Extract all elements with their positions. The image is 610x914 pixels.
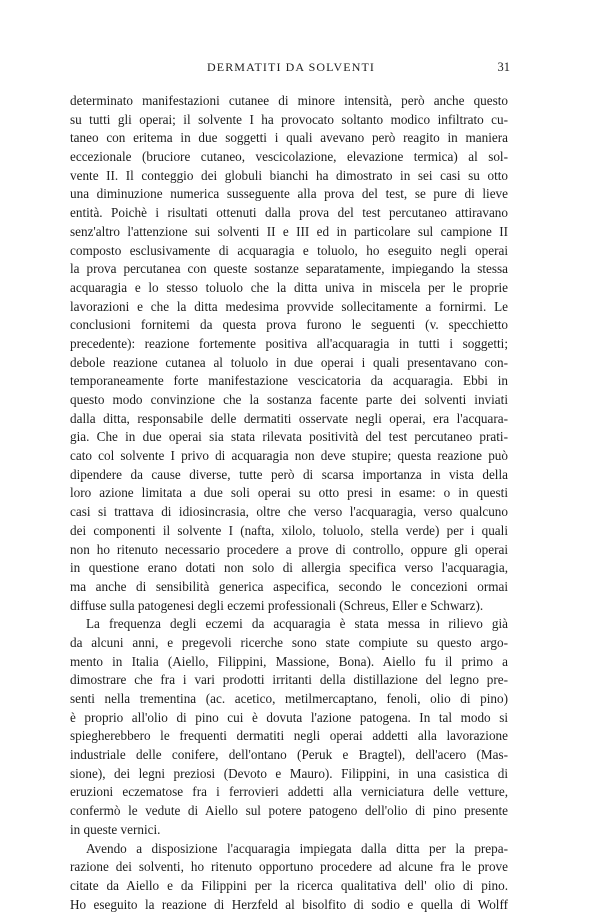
text-line: senti nella trementina (ac. acetico, metilmercaptano, fenoli, olio di pino) — [70, 691, 508, 706]
text-line: senz'altro l'attenzione sui solventi II e III ed in particolare sul campione II — [70, 223, 508, 239]
text-line: sione), dei legni preziosi (Devoto e Mauro). Filippini, in una casistica di — [70, 765, 508, 781]
text-line: dalla ditta, responsabile delle dermatiti osservate negli operai, era l'acquara- — [70, 410, 508, 426]
text-line: citate da Aiello e da Filippini per la ricerca qualitativa dell' olio di pino. — [70, 877, 508, 893]
text-line: loro azione limitata a due soli operai su otto presi in esame: o in questi — [70, 485, 508, 501]
text-line: in questione erano dotati non solo di allergia specifica verso l'acquaragia, — [70, 560, 508, 576]
text-line: una diminuzione numerica susseguente alla prova del test, se pure di lieve — [70, 186, 508, 202]
text-line: entità. Poichè i risultati ottenuti dalla prova del test percutaneo attiravano — [70, 205, 508, 221]
page-number: 31 — [497, 60, 510, 74]
text-line: debole reazione cutanea al toluolo in due operai i quali presentavano con- — [70, 354, 508, 370]
text-line: è proprio all'olio di pino cui è dovuta l'azione patogena. In tal modo si — [70, 709, 508, 725]
text-line: mento in Italia (Aiello, Filippini, Massione, Bona). Aiello fu il primo a — [70, 653, 508, 669]
text-line: non ho ritenuto necessario procedere a prove di controllo, oppure gli operai — [70, 541, 508, 557]
text-line: la prova percutanea con queste sostanze separatamente, impiegando la stessa — [70, 261, 508, 277]
text-line: vente II. Il conteggio dei globuli bianchi ha dimostrato in sei casi su otto — [70, 167, 508, 183]
text-line: ma anche di sensibilità generica aspecifica, secondo le concezioni ormai — [70, 578, 508, 594]
text-line: taneo con eritema in due soggetti i quali avevano però reagito in maniera — [70, 130, 508, 146]
text-line: da alcuni anni, e pregevoli ricerche sono state compiute su questo argo- — [70, 634, 508, 650]
text-line: gia. Che in due operai sia stata rilevata positività del test percutaneo prati- — [70, 429, 508, 445]
text-line: casi si trattava di idiosincrasia, oltre che verso l'acquaragia, verso qualcuno — [70, 504, 508, 520]
text-line: dei componenti il solvente I (nafta, xilolo, toluolo, stella verde) per i quali — [70, 522, 508, 538]
running-title: DERMATITI DA SOLVENTI — [207, 60, 375, 74]
text-line: temporaneamente forte manifestazione vescicatoria da acquaragia. Ebbi in — [70, 373, 508, 389]
text-line: spiegherebbero le frequenti dermatiti negli operai addetti alla lavorazione — [70, 728, 508, 744]
text-line: cato col solvente I privo di acquaragia non deve stupire; questa reazione può — [70, 448, 508, 464]
text-line: su tutti gli operai; il solvente I ha provocato soltanto modico infiltrato cu- — [70, 111, 508, 127]
text-line: Avendo a disposizione l'acquaragia impiegata dalla ditta per la prepa- — [86, 840, 508, 856]
text-line: precedente): reazione fortemente positiva all'acquaragia in tutti i soggetti; — [70, 335, 508, 351]
text-line: dipendere da cause diverse, tutte però di scarsa importanza in vista della — [70, 466, 508, 482]
text-line: razione dei solventi, ho ritenuto opportuno procedere ad alcune fra le prove — [70, 859, 508, 875]
text-line: questo modo convinzione che la sostanza facente parte dei solventi inviati — [70, 392, 508, 407]
text-line: in queste vernici. — [70, 821, 161, 837]
text-line: industriale delle conifere, dell'ontano (Peruk e Bragtel), dell'acero (Mas- — [70, 747, 508, 763]
running-head — [72, 60, 510, 80]
text-line: eccezionale (bruciore cutaneo, vescicolazione, elevazione termica) al sol- — [70, 149, 508, 165]
text-line: La frequenza degli eczemi da acquaragia è stata messa in rilievo già — [86, 616, 508, 632]
text-line: diffuse sulla patogenesi degli eczemi professionali (Schreus, Eller e Schwarz). — [70, 597, 484, 613]
text-line: determinato manifestazioni cutanee di minore intensità, però anche questo — [70, 93, 508, 108]
text-line: eruzioni eczematose fra i ferrovieri addetti alla verniciatura delle vetture, — [70, 784, 508, 800]
text-line: confermò le vedute di Aiello sul potere patogeno dell'olio di pino presente — [70, 803, 508, 819]
text-line: dimostrare che fra i vari prodotti irritanti della distillazione del legno pre- — [70, 672, 508, 688]
text-line: composto esclusivamente di acquaragia e toluolo, ho eseguito negli operai — [70, 242, 508, 258]
text-line: conclusioni fornitemi da questa prova furono le seguenti (v. specchietto — [70, 317, 508, 333]
body-text — [70, 92, 508, 914]
text-line: acquaragia e lo stesso toluolo che la ditta univa in miscela per le proprie — [70, 279, 508, 295]
text-line: lavorazioni e che la ditta medesima provvide sollecitamente a fornirmi. Le — [70, 298, 508, 314]
text-line: Ho eseguito la reazione di Herzfeld al bisolfito di sodio e quella di Wolff — [70, 896, 508, 912]
